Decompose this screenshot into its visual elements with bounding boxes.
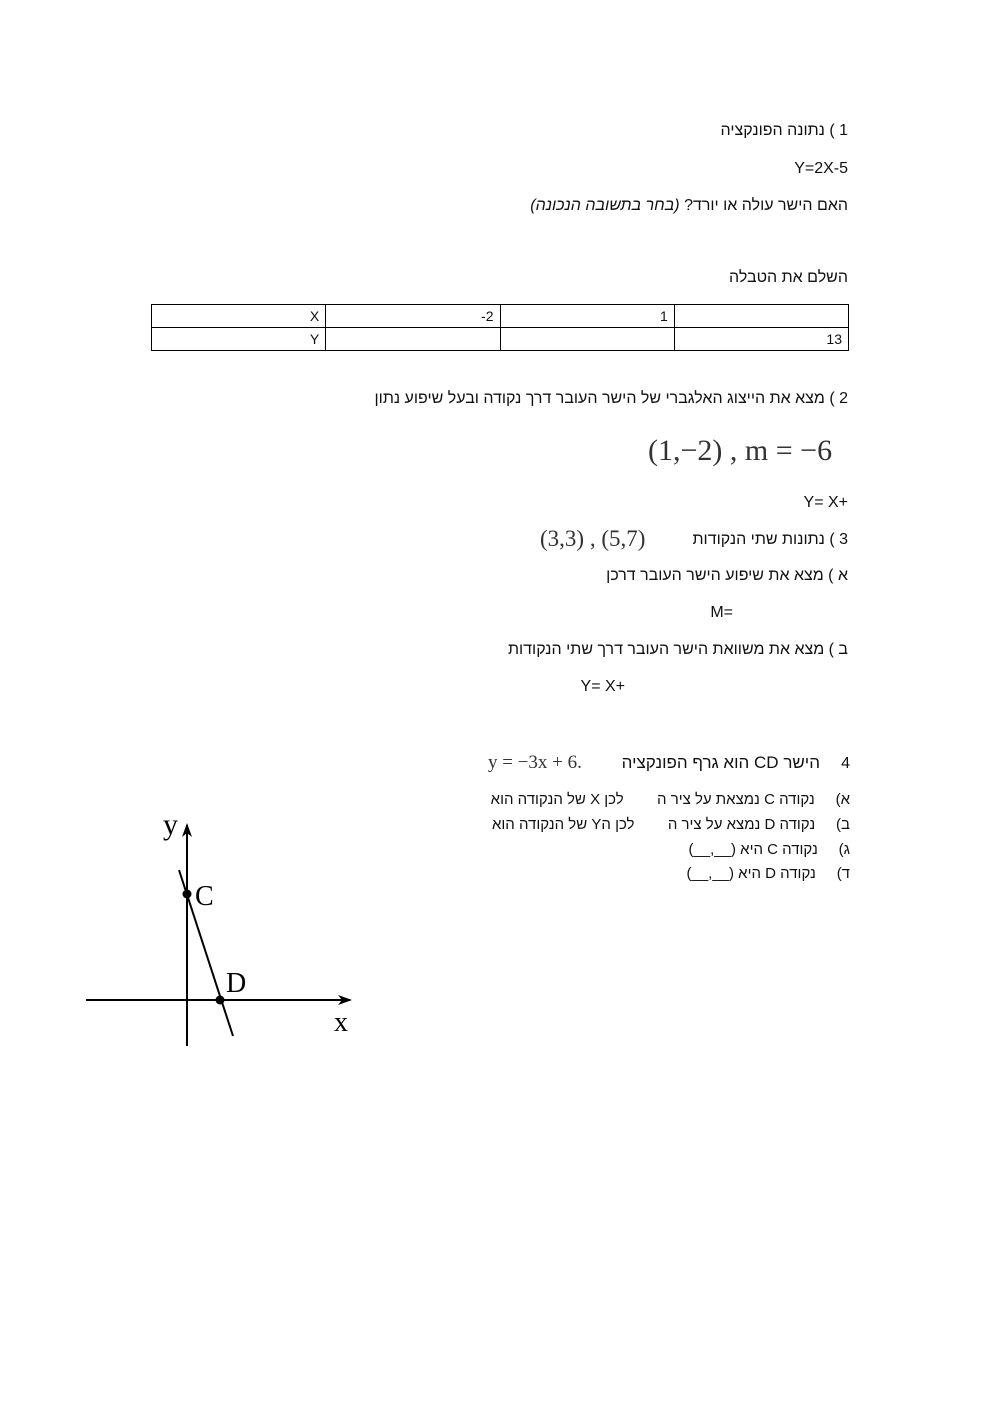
table-row-x — [152, 305, 849, 328]
q3-part-b: ב ) מצא את משוואת הישר העובר דרך שתי הנקודות — [507, 641, 848, 658]
q4-item-tail: לכן הY של הנקודה הוא — [491, 816, 635, 833]
q1-title: 1 ) נתונה הפונקציה — [720, 122, 848, 139]
table-cell[interactable]: 13 — [674, 328, 848, 351]
q1-question-line — [530, 197, 848, 215]
q4-title-line — [622, 753, 820, 773]
point-c-label: C — [195, 881, 214, 912]
q3-points: (3,3) , (5,7) — [540, 526, 646, 551]
y-axis-label: y — [163, 808, 178, 841]
table-row-y — [152, 328, 849, 351]
table-cell[interactable]: Y — [152, 328, 326, 351]
table-cell[interactable]: -2 — [326, 305, 500, 328]
point-c — [183, 890, 192, 899]
q4-equation: y = −3x + 6. — [488, 752, 582, 773]
q4-item-c — [688, 841, 850, 858]
q4-item-text: נקודה C היא (__,__) — [688, 841, 818, 858]
table-cell[interactable]: 1 — [500, 305, 674, 328]
table-cell[interactable] — [326, 328, 500, 351]
values-table — [151, 304, 849, 351]
q4-item-text: נקודה D היא (__,__) — [686, 865, 816, 882]
q4-item-text: נקודה C נמצאת על ציר ה — [657, 791, 815, 808]
q1-table-title: השלם את הטבלה — [729, 269, 848, 286]
q3-part-a: א ) מצא את שיפוע הישר העובר דרכן — [606, 567, 848, 584]
table-cell[interactable] — [500, 328, 674, 351]
point-d — [216, 996, 225, 1005]
q4-number: 4 — [841, 755, 850, 772]
q4-item-label: ג) — [838, 841, 850, 858]
table-cell[interactable]: X — [152, 305, 326, 328]
table-cell[interactable] — [674, 305, 848, 328]
q1-hint: (בחר בתשובה הנכונה) — [530, 197, 680, 214]
q2-title: 2 ) מצא את הייצוג האלגברי של הישר העובר דרך נקודה ובעל שיפוע נתון — [374, 390, 848, 407]
q4-title-text: הישר CD הוא גרף הפונקציה — [621, 753, 820, 772]
q4-item-label: א) — [835, 791, 850, 808]
q1-question: האם הישר עולה או יורד? — [684, 197, 848, 214]
q4-item-tail: לכן X של הנקודה הוא — [490, 791, 624, 808]
q3-slope-answer[interactable]: M= — [710, 604, 733, 621]
q1-function: Y=2X-5 — [794, 160, 848, 177]
q4-item-a — [491, 791, 850, 808]
point-d-label: D — [226, 968, 247, 999]
x-axis-label: x — [334, 1007, 348, 1038]
q2-answer[interactable]: Y= X+ — [803, 494, 848, 511]
q4-item-b — [492, 816, 850, 833]
q4-item-label: ד) — [836, 865, 850, 882]
q3-title: 3 ) נתונות שתי הנקודות — [692, 531, 848, 548]
line-graph — [80, 808, 370, 1053]
q3-title-line — [693, 531, 849, 549]
q4-item-label: ב) — [836, 816, 850, 833]
q3-equation-answer[interactable]: Y= X+ — [580, 678, 625, 695]
q2-formula: (1,−2) , m = −6 — [648, 434, 833, 467]
q4-item-text: נקודה D נמצא על ציר ה — [667, 816, 816, 833]
q4-item-d — [686, 865, 850, 882]
